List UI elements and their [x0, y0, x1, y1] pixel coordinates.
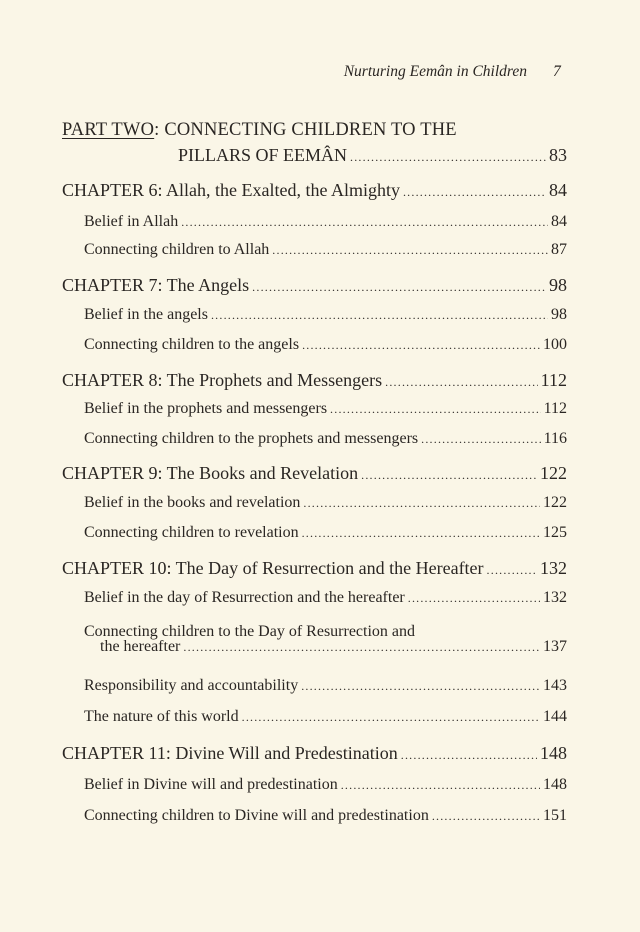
- leader-dots: [408, 591, 540, 606]
- toc-entry-label: Belief in the day of Resurrection and the hereafter: [84, 589, 405, 606]
- toc-section-entry[interactable]: [84, 400, 567, 422]
- toc-entry-label: CHAPTER 10: The Day of Resurrection and the Hereafter: [62, 558, 484, 578]
- toc-chapter-entry[interactable]: [62, 370, 567, 394]
- toc-section-entry[interactable]: [84, 241, 567, 263]
- toc-page-number: 132: [540, 558, 567, 578]
- toc-page-number: 122: [540, 463, 567, 483]
- part-title-line2: PILLARS OF EEMÂN: [178, 145, 348, 165]
- toc-page-number: 98: [551, 306, 567, 323]
- toc-entry-label: Belief in the books and revelation: [84, 494, 301, 511]
- leader-dots: [242, 710, 540, 725]
- leader-dots: [252, 280, 546, 295]
- toc-page-number: 151: [543, 807, 567, 824]
- toc-entry-label: CHAPTER 7: The Angels: [62, 275, 250, 295]
- part-label: PART TWO: [62, 120, 155, 140]
- toc-page-number: 84: [551, 213, 567, 230]
- toc-entry-label: Belief in Allah: [84, 213, 179, 230]
- toc-page-number: 100: [543, 336, 567, 353]
- toc-section-entry[interactable]: [84, 494, 567, 516]
- leader-dots: [330, 402, 541, 417]
- toc-page-number: 143: [543, 677, 567, 694]
- toc-entry-label: The nature of this world: [84, 708, 239, 725]
- toc-entry-label: CHAPTER 11: Divine Will and Predestination: [62, 743, 398, 763]
- toc-page-number: 116: [543, 430, 567, 447]
- toc-section-entry[interactable]: [84, 807, 567, 829]
- toc-entry-label: Responsibility and accountability: [84, 677, 299, 694]
- toc-section-entry[interactable]: [84, 213, 567, 235]
- toc-entry-label: the hereafter: [100, 638, 181, 655]
- toc-entry-label: CHAPTER 9: The Books and Revelation: [62, 463, 359, 483]
- toc-section-entry[interactable]: [84, 524, 567, 546]
- toc-page-number: 132: [543, 589, 567, 606]
- toc-entry-label: Connecting children to revelation: [84, 524, 299, 541]
- leader-dots: [361, 468, 537, 483]
- leader-dots: [341, 778, 540, 793]
- leader-dots: [421, 432, 540, 447]
- toc-page-number: 125: [543, 524, 567, 541]
- leader-dots: [211, 308, 548, 323]
- toc-page-number: 112: [543, 400, 567, 417]
- running-title: Nurturing Eemân in Children: [343, 63, 527, 80]
- toc-entry-label: Connecting children to Allah: [84, 241, 270, 258]
- toc-entry-label: Connecting children to Divine will and predestination: [84, 807, 429, 824]
- leader-dots: [302, 526, 540, 541]
- leader-dots: [301, 679, 540, 694]
- leader-dots: [181, 215, 548, 230]
- leader-dots: [487, 563, 537, 578]
- toc-page-number: 148: [543, 776, 567, 793]
- page-number: 7: [553, 63, 561, 80]
- leader-dots: [403, 185, 546, 200]
- toc-chapter-entry[interactable]: [62, 275, 567, 299]
- toc-section-entry[interactable]: [84, 306, 567, 328]
- toc-section-entry[interactable]: [84, 708, 567, 730]
- toc-entry-label: CHAPTER 8: The Prophets and Messengers: [62, 370, 383, 390]
- toc-entry-label: Connecting children to the angels: [84, 336, 300, 353]
- leader-dots: [432, 809, 540, 824]
- toc-page-number: 122: [543, 494, 567, 511]
- toc-page-number: 148: [540, 743, 567, 763]
- toc-page-number: 87: [551, 241, 567, 258]
- toc-section-entry[interactable]: [84, 677, 567, 699]
- leader-dots: [183, 640, 540, 655]
- leader-dots: [401, 748, 537, 763]
- toc-chapter-entry[interactable]: [62, 558, 567, 582]
- toc-page-number: 137: [543, 638, 567, 655]
- toc-page-number: 98: [549, 275, 567, 295]
- leader-dots: [385, 375, 538, 390]
- toc-page-number: 112: [540, 370, 567, 390]
- leader-dots: [302, 338, 540, 353]
- toc-section-entry[interactable]: [84, 776, 567, 798]
- leader-dots: [272, 243, 548, 258]
- toc-entry-label: CHAPTER 6: Allah, the Exalted, the Almighty: [62, 180, 400, 200]
- toc-section-entry[interactable]: [84, 589, 567, 611]
- leader-dots: [350, 150, 546, 165]
- toc-part-entry[interactable]: [178, 145, 567, 169]
- toc-chapter-entry[interactable]: [62, 743, 567, 767]
- part-heading: [62, 120, 457, 141]
- toc-entry-label-line1: Connecting children to the Day of Resurrection and: [84, 623, 416, 640]
- toc-section-entry[interactable]: [100, 638, 567, 660]
- part-title-line1: : CONNECTING CHILDREN TO THE: [154, 120, 457, 140]
- toc-chapter-entry[interactable]: [62, 180, 567, 204]
- toc-entry-label: Belief in the prophets and messengers: [84, 400, 328, 417]
- toc-page-number: 144: [543, 708, 567, 725]
- toc-page-number: 83: [549, 145, 567, 165]
- leader-dots: [303, 496, 540, 511]
- toc-page-number: 84: [549, 180, 567, 200]
- toc-chapter-entry[interactable]: [62, 463, 567, 487]
- toc-section-entry[interactable]: [84, 336, 567, 358]
- toc-entry-label: Connecting children to the prophets and messengers: [84, 430, 419, 447]
- page-header: [0, 63, 640, 85]
- toc-entry-label: Belief in Divine will and predestination: [84, 776, 338, 793]
- toc-section-entry[interactable]: [84, 430, 567, 452]
- toc-entry-label: Belief in the angels: [84, 306, 208, 323]
